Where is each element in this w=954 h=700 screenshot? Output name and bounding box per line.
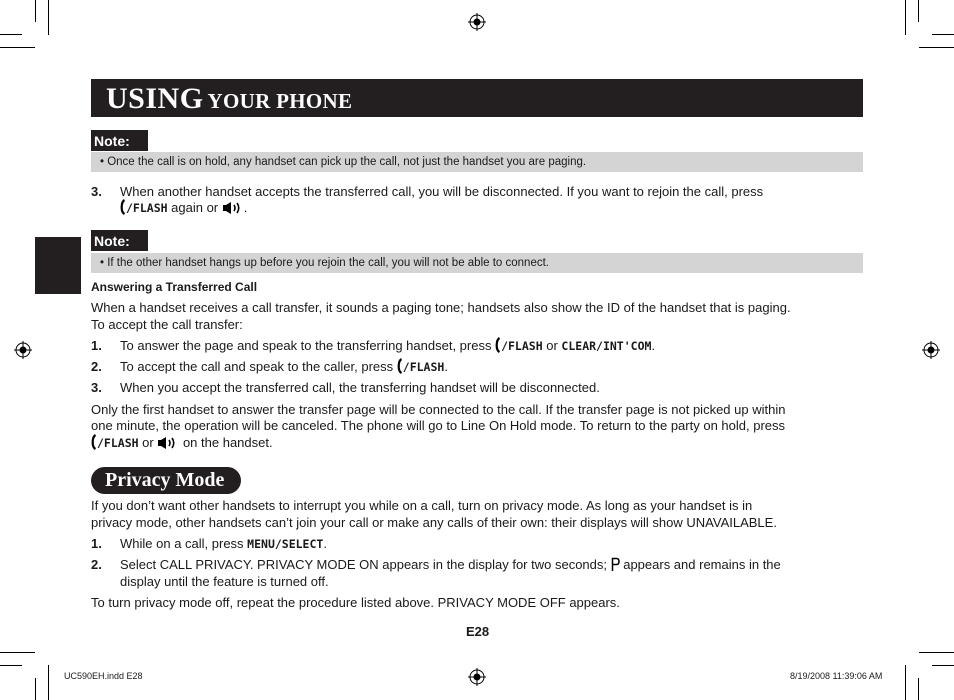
header-title-big: USING	[106, 82, 204, 115]
crop-mark	[48, 0, 49, 35]
paragraph-line: When a handset receives a call transfer, it sounds a paging tone; handsets also show the ID of the handset that is paging.	[91, 300, 791, 315]
step-text	[120, 535, 327, 553]
registration-mark-icon	[922, 341, 940, 359]
flash-key: /FLASH	[402, 360, 445, 374]
paragraph-line: If you don’t want other handsets to interrupt you while on a call, turn on privacy mode. As long as your handset is in	[91, 498, 753, 513]
step-text-fragment: While on a call, press	[120, 536, 248, 551]
privacy-p-icon	[611, 557, 620, 572]
speaker-icon	[222, 201, 244, 215]
header-title-small: YOUR PHONE	[207, 89, 353, 113]
crop-mark	[0, 34, 22, 35]
note-label: Note:	[91, 130, 148, 151]
step-text-continued	[120, 199, 247, 217]
chapter-side-tab	[35, 237, 81, 294]
step-text-fragment: .	[651, 338, 656, 353]
step-text: When another handset accepts the transferred call, you will be disconnected. If you want to rejoin the call, press	[120, 184, 764, 199]
step-number: 2.	[91, 557, 102, 572]
step-text-fragment: To accept the call and speak to the caller, press	[120, 359, 397, 374]
subsection-heading: Answering a Transferred Call	[91, 280, 258, 294]
paragraph-line: To turn privacy mode off, repeat the procedure listed above. PRIVACY MODE OFF appears.	[91, 595, 620, 610]
step-text-continued: display until the feature is turned off.	[120, 574, 329, 589]
section-header-banner	[91, 79, 863, 117]
step-text	[120, 556, 781, 573]
step-text-fragment: appears and remains in the	[619, 557, 781, 572]
step-text-fragment: .	[323, 536, 327, 551]
paragraph-line: privacy mode, other handsets can’t join your call or make any calls of their own: their displays will show UNAVAILABLE.	[91, 515, 777, 530]
note-text: • If the other handset hangs up before you rejoin the call, you will not be able to connect.	[91, 253, 863, 273]
clear-intcom-key: CLEAR/INT'COM	[561, 339, 652, 353]
paragraph-line	[91, 434, 273, 452]
step-text-fragment: To answer the page and speak to the transferring handset, press	[120, 338, 496, 353]
crop-mark	[919, 47, 954, 48]
registration-mark-icon	[468, 13, 486, 31]
registration-mark-icon	[468, 668, 486, 686]
note-text: • Once the call is on hold, any handset can pick up the call, not just the handset you are paging.	[91, 152, 863, 172]
registration-mark-icon	[14, 341, 32, 359]
paragraph-fragment: or	[138, 435, 158, 450]
step-text-fragment: .	[444, 359, 448, 374]
speaker-icon	[157, 436, 179, 450]
crop-mark	[48, 665, 49, 700]
step-number: 3.	[91, 380, 102, 395]
paragraph-fragment: on the handset.	[179, 435, 273, 450]
page-number: E28	[466, 624, 490, 639]
step-number: 2.	[91, 359, 102, 374]
paragraph-line: one minute, the operation will be canceled. The phone will go to Line On Hold mode. To return to the party on hold, press	[91, 418, 786, 433]
crop-mark	[932, 34, 954, 35]
step-text-fragment: or	[542, 338, 562, 353]
note-label: Note:	[91, 230, 148, 251]
step-text: When you accept the transferred call, the transferring handset will be disconnected.	[120, 380, 600, 395]
crop-mark	[0, 652, 35, 653]
footer-filename: UC590EH.indd E28	[64, 671, 143, 681]
crop-mark	[932, 665, 954, 666]
step-number: 1.	[91, 536, 102, 551]
paragraph-line: To accept the call transfer:	[91, 317, 243, 332]
crop-mark	[35, 0, 36, 22]
step-text-fragment: .	[243, 200, 248, 215]
paragraph-line: Only the first handset to answer the transfer page will be connected to the call. If the transfer page is not picked up within	[91, 402, 786, 417]
step-number: 3.	[91, 184, 102, 199]
crop-mark	[918, 0, 919, 22]
step-text	[120, 358, 448, 376]
crop-mark	[905, 0, 906, 35]
flash-key: /FLASH	[126, 201, 168, 215]
menu-select-key: MENU/SELECT	[247, 537, 324, 551]
footer-timestamp: 8/19/2008 11:39:06 AM	[790, 671, 883, 681]
crop-mark	[0, 665, 22, 666]
step-text-fragment: Select CALL PRIVACY. PRIVACY MODE ON appears in the display for two seconds;	[120, 557, 611, 572]
crop-mark	[0, 47, 35, 48]
flash-key: /FLASH	[97, 436, 139, 450]
crop-mark	[905, 665, 906, 700]
flash-key: /FLASH	[501, 339, 543, 353]
step-text-fragment: again or	[167, 200, 222, 215]
privacy-mode-heading: Privacy Mode	[91, 467, 241, 494]
crop-mark	[918, 678, 919, 700]
crop-mark	[919, 652, 954, 653]
crop-mark	[35, 678, 36, 700]
step-text	[120, 337, 655, 355]
step-number: 1.	[91, 338, 102, 353]
